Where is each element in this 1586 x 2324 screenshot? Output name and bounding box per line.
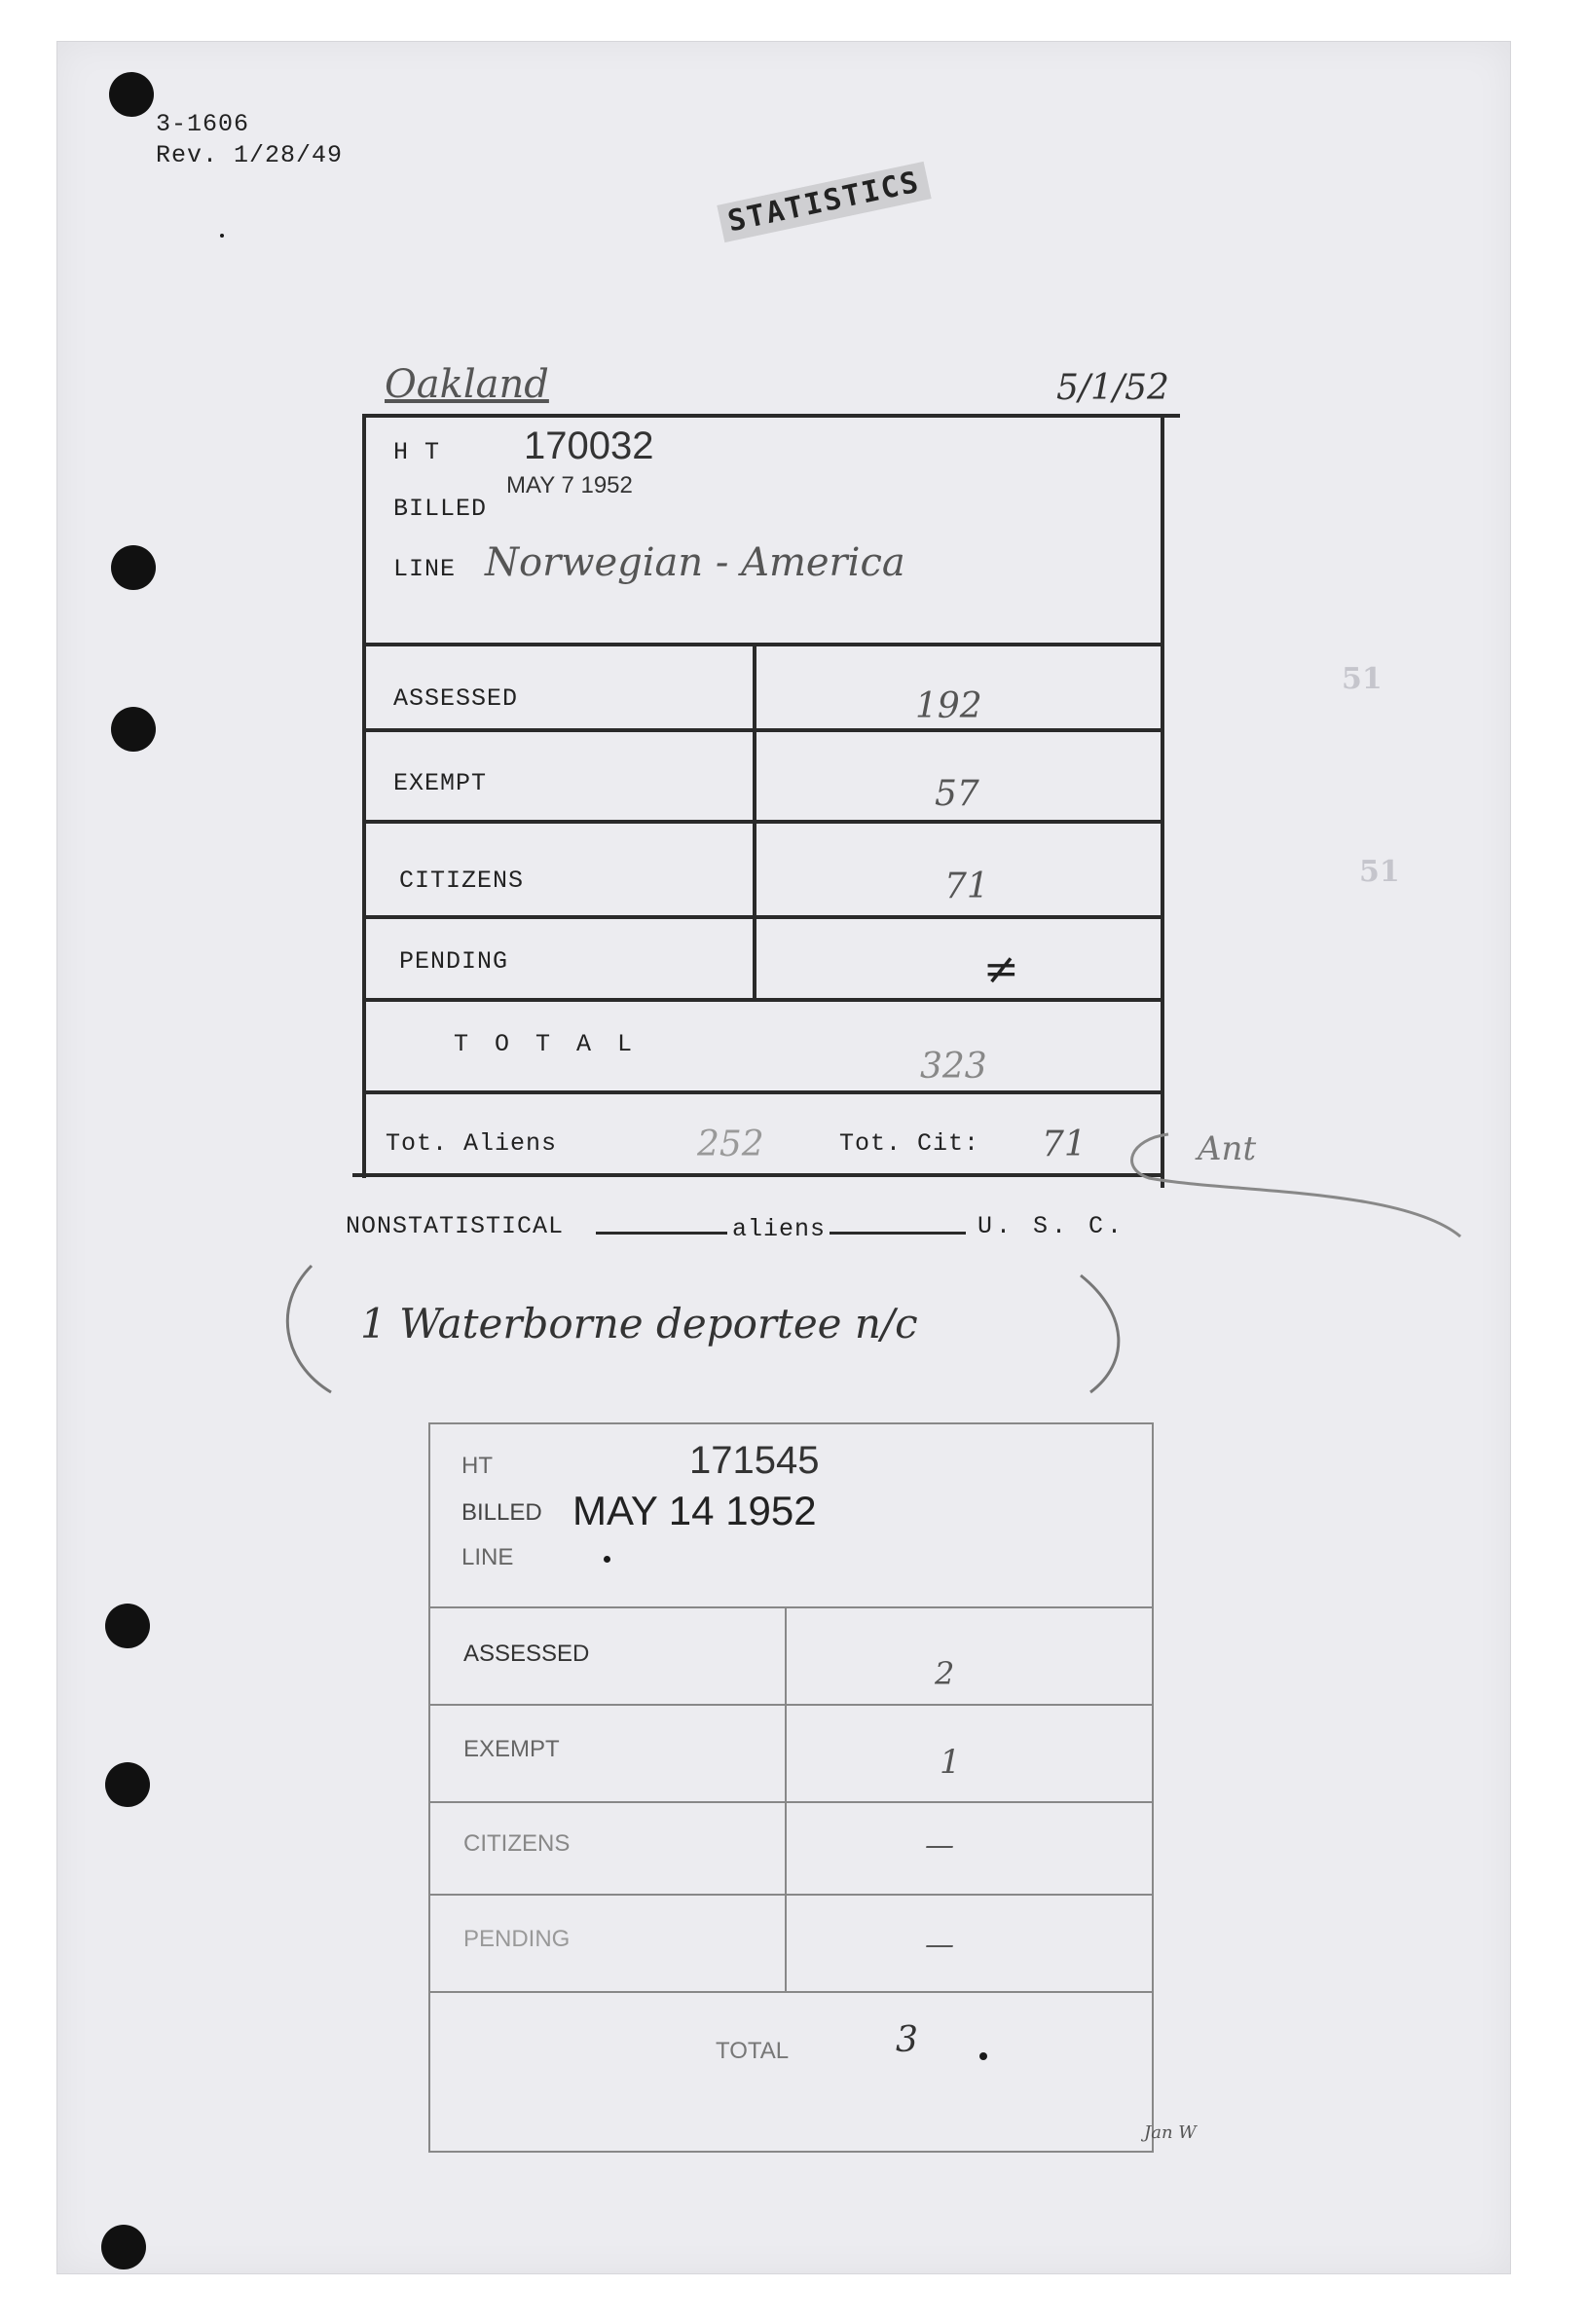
ht-label-2: HT — [461, 1453, 493, 1479]
punch-hole — [111, 707, 156, 752]
form-number: 3-1606 — [156, 110, 250, 138]
punch-hole — [101, 2225, 146, 2269]
row-label-exempt-2: EXEMPT — [463, 1736, 560, 1762]
nonstat-aliens-label: aliens — [732, 1215, 827, 1243]
line-value: Norwegian - America — [485, 540, 905, 585]
billed-date-2: MAY 14 1952 — [572, 1488, 817, 1533]
billed-label-2: BILLED — [461, 1499, 542, 1526]
row-value-pending-2: — — [925, 1928, 954, 1962]
row-value-pending: ≠ — [983, 944, 1019, 994]
row-value-assessed: 192 — [915, 686, 982, 726]
billed-label: BILLED — [393, 495, 488, 523]
billed-date: MAY 7 1952 — [506, 472, 633, 498]
row-label-pending-2: PENDING — [463, 1926, 571, 1952]
total-label-2: TOTAL — [716, 2038, 790, 2064]
ink-blot — [604, 1556, 610, 1563]
punch-hole — [105, 1762, 150, 1807]
row-label-citizens-2: CITIZENS — [463, 1830, 571, 1857]
punch-hole — [111, 545, 156, 590]
row-value-citizens-2: — — [925, 1828, 954, 1863]
nonstat-usc-label: U. S. C. — [977, 1212, 1126, 1240]
margin-note: Ant — [1198, 1129, 1257, 1168]
ht-number-2: 171545 — [689, 1439, 820, 1482]
row-value-assessed-2: 2 — [935, 1655, 955, 1692]
tot-aliens-label: Tot. Aliens — [386, 1129, 558, 1158]
statistics-stamp: STATISTICS — [717, 162, 931, 242]
row-value-citizens: 71 — [944, 867, 989, 906]
nonstat-rule — [830, 1232, 966, 1235]
punch-hole — [109, 72, 154, 117]
ink-blot — [979, 2052, 987, 2060]
handwritten-port: Oakland — [385, 362, 549, 407]
tot-cit-value: 71 — [1042, 1125, 1087, 1164]
total-value-2: 3 — [896, 2020, 918, 2060]
punch-hole — [105, 1604, 150, 1648]
row-label-citizens: CITIZENS — [399, 867, 525, 895]
line-label-2: LINE — [461, 1544, 514, 1570]
ink-blot — [220, 234, 224, 238]
row-label-assessed-2: ASSESSED — [463, 1641, 590, 1667]
total-value: 323 — [920, 1047, 987, 1087]
total-label: T O T A L — [454, 1030, 639, 1058]
row-label-pending: PENDING — [399, 947, 509, 976]
tot-aliens-value: 252 — [697, 1125, 764, 1164]
form-revision: Rev. 1/28/49 — [156, 141, 344, 169]
row-value-exempt-2: 1 — [940, 1743, 961, 1782]
ht-label: H T — [393, 438, 441, 466]
row-label-assessed: ASSESSED — [393, 684, 519, 713]
background-mark: 51 — [1359, 855, 1400, 889]
handwritten-note: 1 Waterborne deportee n/c — [360, 1300, 918, 1347]
tot-cit-label: Tot. Cit: — [839, 1129, 980, 1158]
line-label: LINE — [393, 555, 457, 583]
nonstat-rule — [596, 1232, 727, 1235]
row-value-exempt: 57 — [935, 774, 979, 814]
ht-number: 170032 — [524, 424, 654, 467]
nonstatistical-label: NONSTATISTICAL — [346, 1212, 565, 1240]
bracket-curve — [1110, 1110, 1480, 1246]
record-date: 5/1/52 — [1056, 368, 1169, 408]
initials: Jan W — [1144, 2122, 1197, 2143]
row-label-exempt: EXEMPT — [393, 769, 488, 797]
background-mark: 51 — [1342, 662, 1383, 696]
